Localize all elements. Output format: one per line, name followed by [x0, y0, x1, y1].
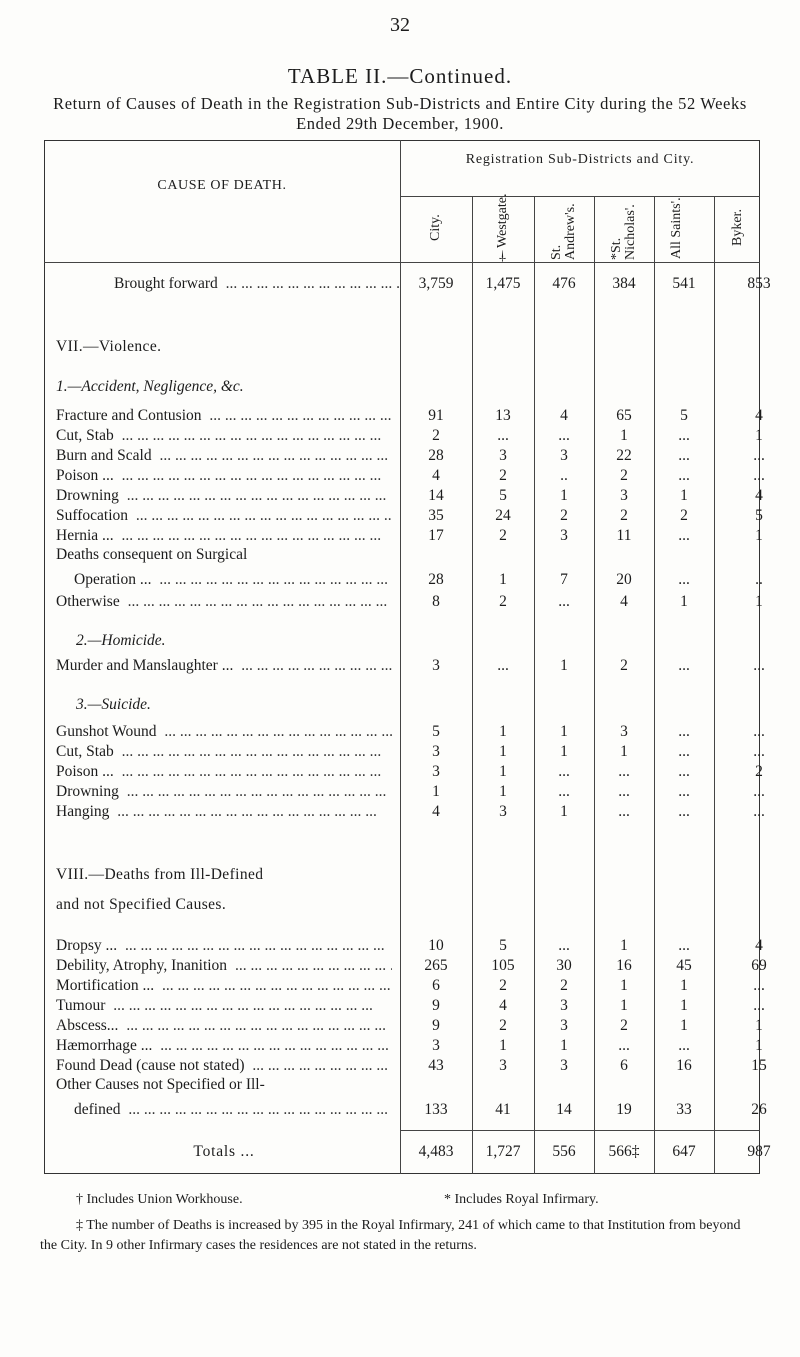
cell-byker: 1	[755, 1037, 763, 1054]
table-row	[44, 782, 765, 802]
totals-row	[44, 1142, 771, 1162]
footnote-ddagger: ‡ The number of Deaths is increased by 395 in the Royal Infirmary, 241 of which came to that Institution from beyond the City. In 9 other Infirmary cases the residences are not stated in the returns.	[40, 1218, 741, 1253]
cell-westgate: 2	[499, 977, 507, 994]
cell-st-nicholas: 1	[620, 937, 628, 954]
header-rule-top	[400, 196, 760, 197]
cell-byker: 853	[747, 275, 771, 292]
col-head-city: City.	[428, 214, 443, 242]
row-label: Drowning ... .	[56, 782, 392, 802]
cell-st-andrews: 1	[560, 487, 568, 504]
cell-all-saints: ...	[678, 743, 690, 760]
table-row	[44, 1056, 767, 1076]
table-row	[44, 1036, 763, 1056]
table-row	[44, 526, 763, 546]
cell-city: 3,759	[418, 275, 454, 292]
table-row	[44, 656, 765, 676]
cell-all-saints: ...	[678, 723, 690, 740]
cell-all-saints: ...	[678, 467, 690, 484]
table-row	[44, 592, 763, 612]
cell-westgate: ...	[497, 657, 509, 674]
cell-westgate: 2	[499, 467, 507, 484]
cell-byker: ...	[753, 447, 765, 464]
row-label: Drowning ... .	[56, 486, 392, 506]
row-label: Otherwise ... .	[56, 592, 392, 612]
cell-byker: ...	[753, 657, 765, 674]
cell-st-nicholas: 6	[620, 1057, 628, 1074]
cell-st-nicholas: 4	[620, 593, 628, 610]
table-row	[44, 742, 765, 762]
row-label: Brought forward ... .	[114, 274, 400, 294]
cell-city: 1	[432, 783, 440, 800]
cell-westgate: 1,727	[485, 1143, 521, 1160]
cell-st-andrews: ...	[558, 937, 570, 954]
cell-byker: ...	[753, 467, 765, 484]
row-label-line1: Other Causes not Specified or Ill-	[56, 1076, 265, 1093]
cell-st-andrews: 1	[560, 657, 568, 674]
section-heading: VII.—Violence.	[56, 338, 162, 355]
cell-byker: 987	[747, 1143, 771, 1160]
cell-st-nicholas: 1	[620, 977, 628, 994]
cell-city: 10	[428, 937, 444, 954]
table-row	[44, 802, 765, 822]
cell-westgate: 4	[499, 997, 507, 1014]
table-row	[44, 426, 763, 446]
cell-westgate: 24	[495, 507, 511, 524]
cell-all-saints: ...	[678, 803, 690, 820]
cell-all-saints: ...	[678, 1037, 690, 1054]
subsection-heading: 2.—Homicide.	[76, 632, 166, 649]
table-row	[44, 466, 765, 486]
cell-st-andrews: 476	[552, 275, 576, 292]
cell-st-nicholas: 2	[620, 657, 628, 674]
cell-st-andrews: 1	[560, 723, 568, 740]
cell-st-andrews: ...	[558, 593, 570, 610]
row-label: Burn and Scald ... .	[56, 446, 392, 466]
cell-byker: 4	[755, 937, 763, 954]
row-label: defined ... .	[74, 1100, 392, 1120]
cell-city: 3	[432, 763, 440, 780]
cell-westgate: 2	[499, 593, 507, 610]
row-label: Cut, Stab ... .	[56, 426, 392, 446]
cell-all-saints: 5	[680, 407, 688, 424]
cell-city: 2	[432, 427, 440, 444]
cell-byker: 26	[751, 1101, 767, 1118]
cell-st-nicholas: 2	[620, 1017, 628, 1034]
table-row	[44, 956, 767, 976]
cell-byker: 5	[755, 507, 763, 524]
row-label: Debility, Atrophy, Inanition ... .	[56, 956, 392, 976]
cell-city: 4,483	[418, 1143, 454, 1160]
cell-st-nicholas: 20	[616, 571, 632, 588]
cell-st-nicholas: 566‡	[608, 1143, 640, 1160]
cell-westgate: 1	[499, 783, 507, 800]
table-row	[44, 1100, 767, 1120]
cell-city: 9	[432, 1017, 440, 1034]
cell-westgate: 3	[499, 447, 507, 464]
row-label: Operation ... ... .	[74, 570, 392, 590]
cell-all-saints: ...	[678, 427, 690, 444]
col-head-st-andrews	[550, 196, 580, 260]
cell-westgate: 105	[491, 957, 515, 974]
cell-city: 9	[432, 997, 440, 1014]
section-heading: VIII.—Deaths from Ill-Defined	[56, 866, 264, 883]
header-rule-bottom	[44, 262, 760, 263]
cell-westgate: 2	[499, 1017, 507, 1034]
cell-byker: 4	[755, 487, 763, 504]
col-head-st-nicholas-text: *St. Nicholas'.	[609, 204, 638, 260]
table-row	[44, 406, 763, 426]
cell-st-andrews: ...	[558, 427, 570, 444]
footnote-star: * Includes Royal Infirmary.	[444, 1192, 599, 1207]
cell-all-saints: 33	[676, 1101, 692, 1118]
col-head-st-nicholas	[610, 196, 640, 260]
cell-westgate: 1,475	[485, 275, 521, 292]
cell-all-saints: 16	[676, 1057, 692, 1074]
cell-city: 3	[432, 1037, 440, 1054]
table-row	[44, 996, 765, 1016]
cell-st-nicholas: 2	[620, 467, 628, 484]
cell-all-saints: 541	[672, 275, 696, 292]
cell-all-saints: 647	[672, 1143, 696, 1160]
row-label: Gunshot Wound ... .	[56, 722, 392, 742]
cell-byker: ...	[753, 997, 765, 1014]
cell-all-saints: 45	[676, 957, 692, 974]
totals-label: Totals ...	[193, 1143, 255, 1160]
cell-st-andrews: ..	[560, 467, 568, 484]
table-row	[44, 274, 771, 294]
cell-st-andrews: 3	[560, 1057, 568, 1074]
cell-city: 4	[432, 803, 440, 820]
row-label: Dropsy ... ... .	[56, 936, 392, 956]
cell-byker: ...	[753, 743, 765, 760]
cell-city: 6	[432, 977, 440, 994]
cell-westgate: 5	[499, 937, 507, 954]
cell-st-andrews: 1	[560, 803, 568, 820]
table-row	[44, 762, 763, 782]
row-label: Poison ... ... .	[56, 762, 392, 782]
row-label: Found Dead (cause not stated) ... .	[56, 1056, 392, 1076]
cell-st-andrews: 3	[560, 997, 568, 1014]
cell-byker: 1	[755, 427, 763, 444]
cell-st-nicholas: 1	[620, 743, 628, 760]
cell-st-andrews: 3	[560, 1017, 568, 1034]
cell-westgate: ...	[497, 427, 509, 444]
cell-westgate: 1	[499, 763, 507, 780]
cell-all-saints: ...	[678, 657, 690, 674]
cell-city: 35	[428, 507, 444, 524]
cell-byker: 1	[755, 527, 763, 544]
row-label-line1: Deaths consequent on Surgical	[56, 546, 248, 563]
cell-st-nicholas: 384	[612, 275, 636, 292]
row-label: Tumour ... .	[56, 996, 392, 1016]
cell-st-nicholas: 19	[616, 1101, 632, 1118]
cell-all-saints: 1	[680, 593, 688, 610]
table-row	[44, 446, 765, 466]
cell-all-saints: 1	[680, 997, 688, 1014]
sub-districts-heading: Registration Sub-Districts and City.	[465, 152, 695, 167]
cell-st-andrews: 1	[560, 1037, 568, 1054]
row-label: Suffocation ... .	[56, 506, 392, 526]
cell-byker: 4	[755, 407, 763, 424]
cell-westgate: 13	[495, 407, 511, 424]
cell-byker: ...	[753, 977, 765, 994]
table-row	[44, 1016, 763, 1036]
cell-st-nicholas: 1	[620, 997, 628, 1014]
cell-byker: ...	[753, 803, 765, 820]
cell-st-nicholas: ...	[618, 803, 630, 820]
cell-city: 43	[428, 1057, 444, 1074]
cell-st-nicholas: 1	[620, 427, 628, 444]
cell-westgate: 1	[499, 571, 507, 588]
cell-byker: 1	[755, 1017, 763, 1034]
cell-st-andrews: 4	[560, 407, 568, 424]
col-head-all-saints	[670, 196, 700, 260]
cell-byker: ...	[753, 783, 765, 800]
cell-westgate: 5	[499, 487, 507, 504]
cell-st-andrews: 7	[560, 571, 568, 588]
cell-westgate: 1	[499, 743, 507, 760]
cell-all-saints: 2	[680, 507, 688, 524]
table-row	[44, 722, 765, 742]
row-label: Cut, Stab ... .	[56, 742, 392, 762]
cell-byker: ...	[753, 723, 765, 740]
table-subtitle: Return of Causes of Death in the Registration Sub-Districts and Entire City during the 52 Weeks Ended 29th December, 1900.	[53, 94, 747, 133]
subsection-heading: 3.—Suicide.	[76, 696, 151, 713]
footnote-dagger: † Includes Union Workhouse.	[76, 1192, 243, 1207]
cell-byker: 69	[751, 957, 767, 974]
cell-st-andrews: 2	[560, 507, 568, 524]
cell-all-saints: ...	[678, 527, 690, 544]
row-label: Mortification ... ... .	[56, 976, 392, 996]
cell-st-nicholas: 65	[616, 407, 632, 424]
col-head-all-saints-text: All Saints'.	[669, 197, 684, 259]
cell-st-andrews: ...	[558, 783, 570, 800]
cell-st-nicholas: 22	[616, 447, 632, 464]
cell-st-nicholas: 3	[620, 487, 628, 504]
cell-st-andrews: ...	[558, 763, 570, 780]
cell-city: 8	[432, 593, 440, 610]
table-row	[44, 486, 763, 506]
row-label: Murder and Manslaughter ... ... .	[56, 656, 392, 676]
cell-st-andrews: 2	[560, 977, 568, 994]
row-label: Abscess... ... .	[56, 1016, 392, 1036]
cell-st-nicholas: 3	[620, 723, 628, 740]
cell-city: 14	[428, 487, 444, 504]
row-label: Fracture and Contusion ... .	[56, 406, 392, 426]
row-label: Hernia ... ... .	[56, 526, 392, 546]
cell-st-andrews: 3	[560, 447, 568, 464]
cell-city: 4	[432, 467, 440, 484]
cell-westgate: 3	[499, 803, 507, 820]
col-head-westgate: †Westgate.	[495, 193, 510, 263]
cell-all-saints: ...	[678, 937, 690, 954]
subsection-heading: 1.—Accident, Negligence, &c.	[56, 378, 244, 395]
table-row	[44, 936, 763, 956]
table-row	[44, 976, 765, 996]
cell-byker: 2	[755, 763, 763, 780]
table-title: TABLE II.—Continued.	[287, 64, 513, 88]
cell-westgate: 41	[495, 1101, 511, 1118]
cell-st-nicholas: ...	[618, 1037, 630, 1054]
cell-st-nicholas: ...	[618, 783, 630, 800]
row-label: Hanging ... .	[56, 802, 392, 822]
cell-all-saints: ...	[678, 571, 690, 588]
cell-all-saints: 1	[680, 1017, 688, 1034]
cell-westgate: 1	[499, 723, 507, 740]
cell-all-saints: 1	[680, 977, 688, 994]
cell-st-andrews: 30	[556, 957, 572, 974]
cell-city: 133	[424, 1101, 448, 1118]
cell-city: 28	[428, 447, 444, 464]
cell-all-saints: ...	[678, 447, 690, 464]
cell-byker: 15	[751, 1057, 767, 1074]
page-number: 32	[390, 14, 410, 36]
cell-st-andrews: 556	[552, 1143, 576, 1160]
cell-city: 3	[432, 657, 440, 674]
cell-city: 91	[428, 407, 444, 424]
totals-rule	[400, 1130, 760, 1131]
cell-westgate: 2	[499, 527, 507, 544]
cell-st-nicholas: ...	[618, 763, 630, 780]
row-label: Hæmorrhage ... ... .	[56, 1036, 392, 1056]
row-label: Poison ... ... .	[56, 466, 392, 486]
cell-st-andrews: 3	[560, 527, 568, 544]
cell-st-andrews: 1	[560, 743, 568, 760]
cell-st-nicholas: 16	[616, 957, 632, 974]
cell-city: 28	[428, 571, 444, 588]
cell-byker: ..	[755, 571, 763, 588]
cell-st-nicholas: 11	[616, 527, 632, 544]
table-row	[44, 506, 763, 526]
cell-city: 17	[428, 527, 444, 544]
cell-all-saints: 1	[680, 487, 688, 504]
cause-of-death-heading: CAUSE OF DEATH.	[157, 178, 287, 193]
cell-st-nicholas: 2	[620, 507, 628, 524]
cell-city: 3	[432, 743, 440, 760]
section-heading-line2: and not Specified Causes.	[56, 896, 227, 913]
cell-all-saints: ...	[678, 783, 690, 800]
cell-st-andrews: 14	[556, 1101, 572, 1118]
col-head-byker: Byker.	[730, 209, 745, 247]
col-head-st-andrews-text: St. Andrew's.	[549, 203, 578, 260]
cell-city: 5	[432, 723, 440, 740]
table-row	[44, 570, 763, 590]
cell-byker: 1	[755, 593, 763, 610]
cell-westgate: 1	[499, 1037, 507, 1054]
cell-westgate: 3	[499, 1057, 507, 1074]
cell-all-saints: ...	[678, 763, 690, 780]
cell-city: 265	[424, 957, 448, 974]
